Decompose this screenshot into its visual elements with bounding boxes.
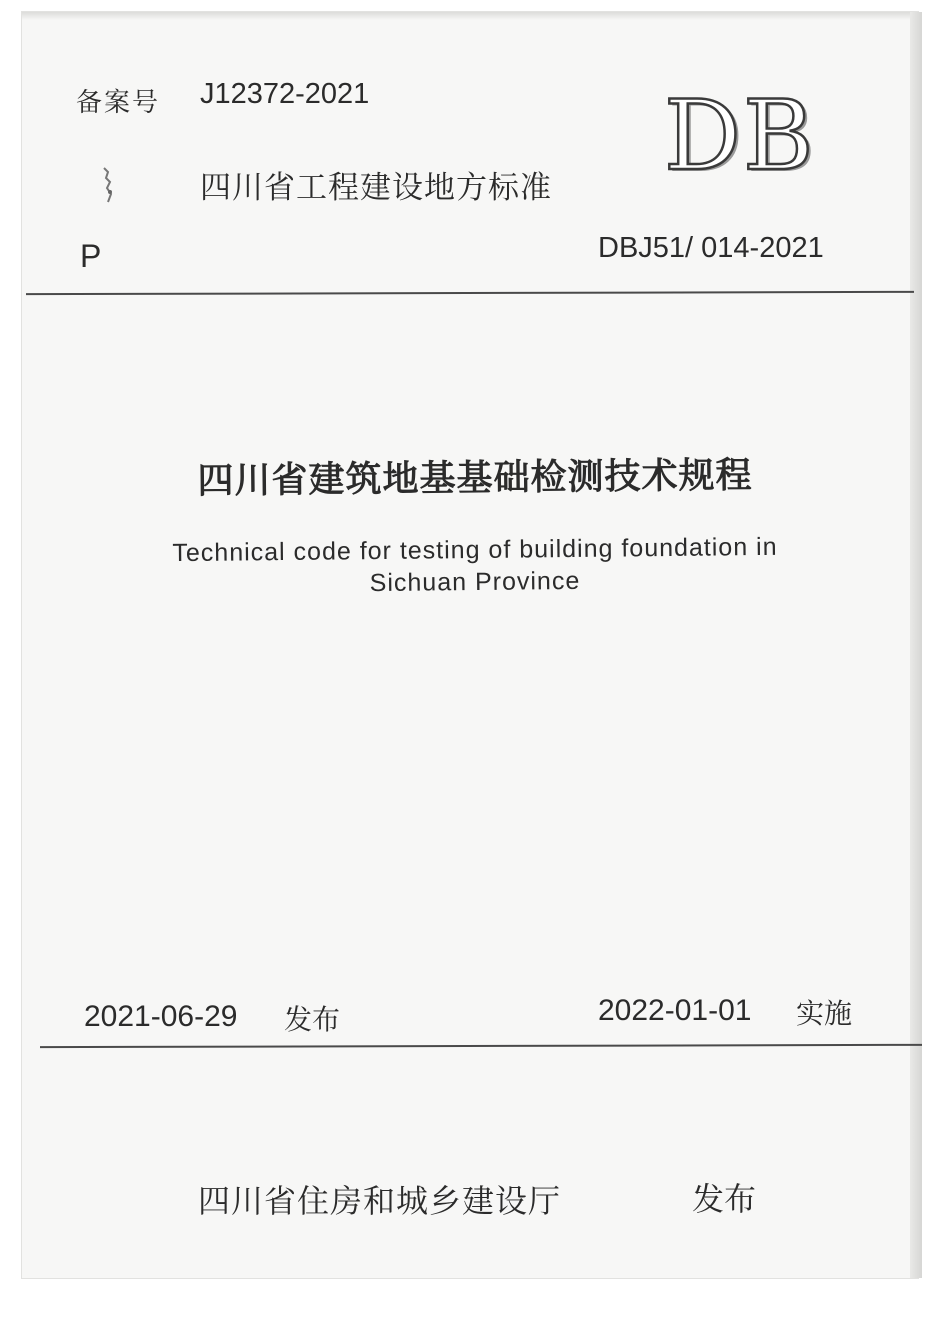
issue-date: 2021-06-29 [84, 1000, 238, 1033]
page-top-edge [22, 12, 918, 20]
db-logo: DB [664, 80, 816, 192]
standard-category: 四川省工程建设地方标准 [200, 170, 552, 206]
implementation-date: 2022-01-01 [598, 994, 752, 1027]
record-number: J12372-2021 [200, 78, 370, 110]
standard-number: DBJ51/ 014-2021 [598, 232, 824, 264]
document-title-english-line2: Sichuan Province [369, 566, 581, 598]
record-label: 备案号 [76, 88, 161, 118]
document-title-english-line1: Technical code for testing of building foundation in [172, 532, 778, 568]
scan-speck [98, 166, 118, 206]
issue-label: 发布 [284, 1003, 341, 1036]
publisher-name: 四川省住房和城乡建设厅 [198, 1182, 562, 1220]
implementation-label: 实施 [796, 997, 853, 1030]
page-right-edge [910, 12, 922, 1278]
document-title-chinese: 四川省建筑地基基础检测技术规程 [197, 455, 753, 502]
publish-label: 发布 [692, 1180, 757, 1218]
class-letter: P [80, 238, 102, 274]
